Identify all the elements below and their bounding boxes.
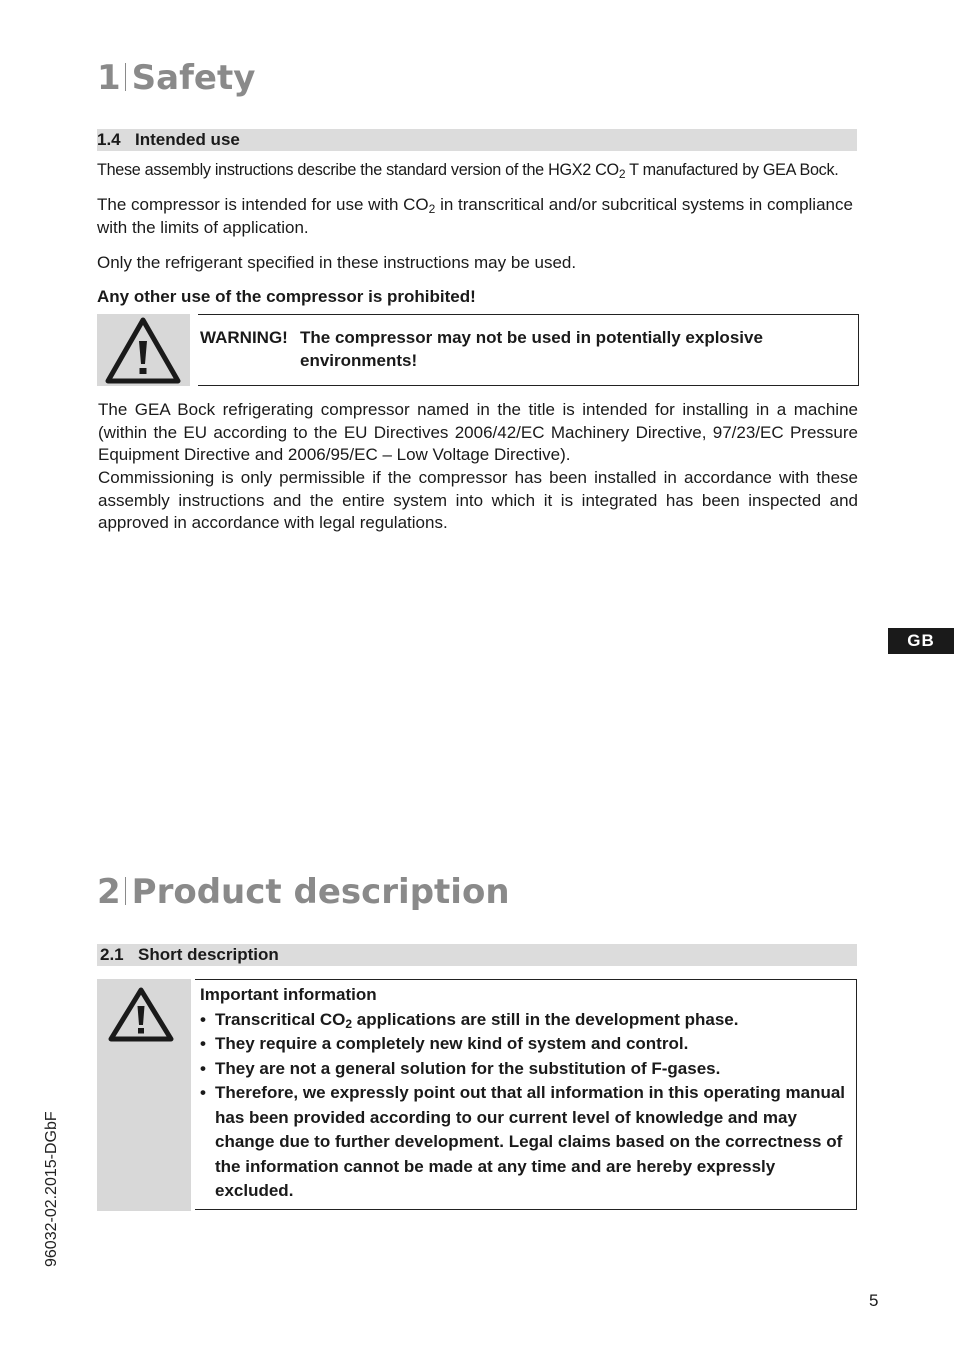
section-number: 2.1 xyxy=(100,945,124,964)
chapter-title: Safety xyxy=(131,58,256,98)
paragraph-commissioning: Commissioning is only permissible if the compressor has been installed in accordance with these assembly instructions and the entire system into which it is integrated has been inspected and approved in accordance with legal regulations. xyxy=(98,468,858,532)
section-header-intended-use xyxy=(97,129,857,151)
text-fragment: These assembly instructions describe the standard version of the HGX2 CO xyxy=(97,161,619,179)
info-content xyxy=(200,983,850,1204)
paragraph-assembly-instructions xyxy=(97,159,857,182)
warning-box xyxy=(97,314,859,386)
list-item: • Therefore, we expressly point out that all information in this operating manual has been provided according to our current level of knowledge and may change due to further development. Legal claims based on the correctness of the information cannot be made at any time and are hereby expressly excluded. xyxy=(200,1081,850,1204)
list-item xyxy=(200,1008,850,1033)
warning-label: WARNING! xyxy=(200,328,288,347)
subscript: 2 xyxy=(618,167,626,181)
list-item: • They require a completely new kind of system and control. xyxy=(200,1032,850,1057)
document-number: 96032-02.2015-DGbF xyxy=(43,1111,60,1267)
chapter-heading-safety xyxy=(97,58,256,98)
subscript: 2 xyxy=(428,202,436,216)
text-fragment: T manufactured by GEA Bock. xyxy=(625,161,839,179)
chapter-title: Product description xyxy=(131,872,510,912)
info-text-cell xyxy=(195,979,857,1210)
info-heading: Important information xyxy=(200,985,377,1004)
section-number: 1.4 xyxy=(97,130,121,149)
text-fragment: applications are still in the development phase. xyxy=(352,1009,739,1029)
warning-triangle-icon xyxy=(97,979,191,1059)
text-fragment: The compressor is intended for use with CO xyxy=(97,195,429,214)
page-number: 5 xyxy=(869,1291,879,1310)
paragraph-intended-use-co2 xyxy=(97,193,857,239)
paragraph-machine-directive: The GEA Bock refrigerating compressor named in the title is intended for installing in a machine (within the EU according to the EU Directives 2006/42/EC Machinery Directive, 97/23/EC Pressure Equipment Directive and 2006/95/EC – Low Voltage Directive). xyxy=(98,400,858,464)
chapter-separator xyxy=(125,63,126,91)
section-header-short-description xyxy=(97,944,857,966)
warning-text-cell xyxy=(198,314,859,386)
chapter-number: 1 xyxy=(97,58,121,98)
info-icon-cell xyxy=(97,979,191,1211)
subscript: 2 xyxy=(345,1016,353,1031)
warning-icon-cell xyxy=(97,314,190,386)
chapter-number: 2 xyxy=(97,872,121,912)
text-fragment: Transcritical CO xyxy=(215,1009,346,1029)
warning-triangle-icon xyxy=(97,314,190,386)
text-fragment: in transcritical and/or subcritical systems in compliance with the limits of application. xyxy=(97,195,853,237)
info-list xyxy=(200,1008,850,1204)
language-tab-gb: GB xyxy=(888,628,954,654)
chapter-heading-product-description xyxy=(97,872,510,912)
chapter-separator xyxy=(125,877,126,905)
section-title: Intended use xyxy=(135,130,240,149)
section-title: Short description xyxy=(138,945,279,964)
paragraph-refrigerant: Only the refrigerant specified in these instructions may be used. xyxy=(97,253,577,272)
paragraph-prohibited: Any other use of the compressor is prohibited! xyxy=(97,287,476,306)
important-info-box xyxy=(97,979,857,1211)
warning-message: The compressor may not be used in potentially explosive environments! xyxy=(300,328,763,370)
list-item: • They are not a general solution for the substitution of F-gases. xyxy=(200,1057,850,1082)
